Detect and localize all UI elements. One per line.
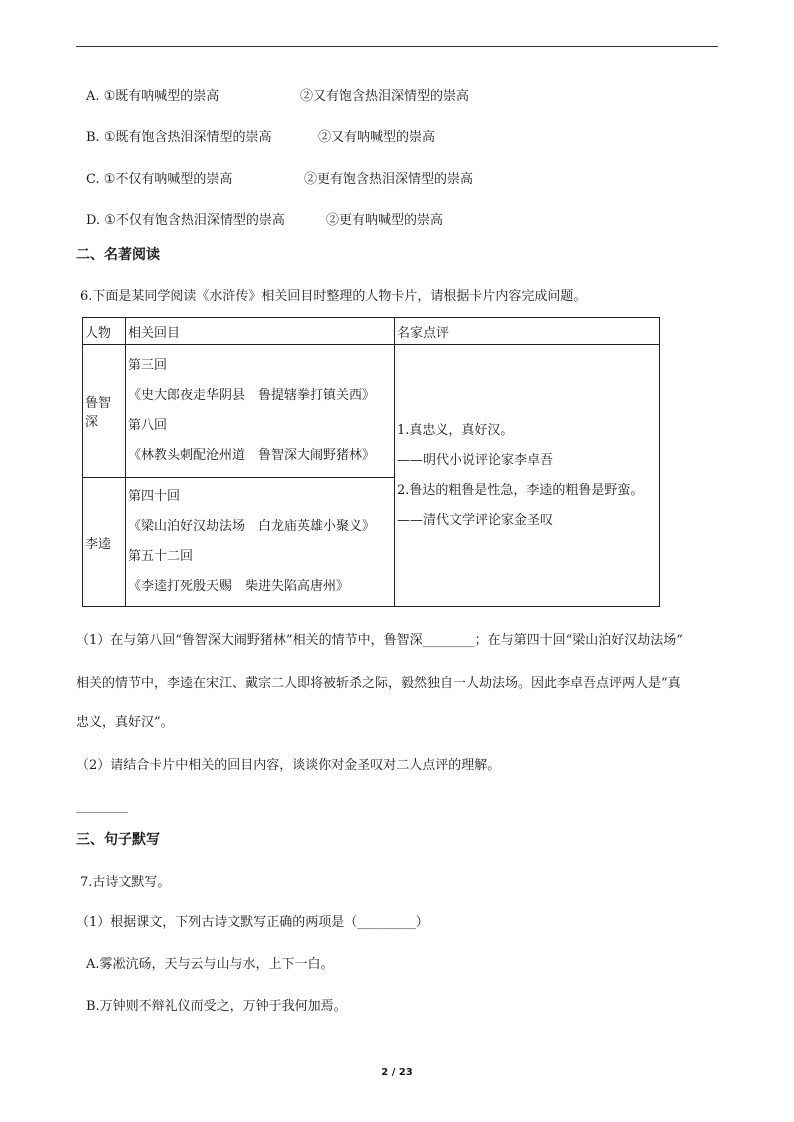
chapter-line: 《梁山泊好汉劫法场 白龙庙英雄小聚义》: [128, 519, 376, 534]
option-d: [86, 212, 444, 230]
chapter-line: 《史大郎夜走华阴县 鲁提辖拳打镇关西》: [128, 388, 376, 403]
option-d-part1: D. ①不仅有饱含热泪深情型的崇高: [86, 213, 285, 228]
character-name: 李逵: [83, 478, 126, 607]
header-review: 名家点评: [395, 318, 660, 345]
chapter-line: 《李逵打死殷天赐 柴进失陷高唐州》: [128, 579, 350, 594]
review-line: 1.真忠义，真好汉。: [397, 422, 514, 438]
section-heading-3: 三、句子默写: [76, 832, 160, 848]
review-source: ——清代文学评论家金圣叹: [397, 512, 554, 528]
expert-review: [395, 345, 660, 607]
q7-option-a: A.雾凇沆砀，天与云与山与水，上下一白。: [86, 957, 334, 972]
chapter-list: [126, 345, 395, 478]
page-number: 2 / 23: [381, 1067, 413, 1078]
option-d-part2: ②更有呐喊型的崇高: [326, 213, 444, 228]
option-b-part1: B. ①既有饱含热泪深情型的崇高: [86, 130, 272, 145]
chapter-line: 第五十二回: [128, 549, 194, 564]
header-character: 人物: [83, 318, 126, 345]
chapter-line: 《林教头刺配沧州道 鲁智深大闹野猪林》: [128, 448, 376, 463]
table-row: [83, 345, 660, 478]
review-line: 2.鲁达的粗鲁是性急，李逵的粗鲁是野蛮。: [397, 482, 644, 498]
chapter-line: 第三回: [128, 358, 168, 373]
question-6-1-line1: （1）在与第八回“鲁智深大闹野猪林”相关的情节中，鲁智深________；在与第四十回“梁山泊好汉劫法场”: [76, 633, 683, 648]
question-7-1: （1）根据课文，下列古诗文默写正确的两项是（_________）: [76, 915, 429, 930]
q7-option-b: B.万钟则不辩礼仪而受之，万钟于我何加焉。: [86, 999, 347, 1014]
chapter-line: 第八回: [128, 418, 168, 433]
character-name: 鲁智深: [83, 345, 126, 478]
option-a: [86, 88, 470, 106]
option-b: [86, 129, 436, 147]
option-b-part2: ②又有呐喊型的崇高: [318, 130, 436, 145]
header-chapters: 相关回目: [126, 318, 395, 345]
chapter-list: [126, 478, 395, 607]
table-header-row: [83, 318, 660, 345]
option-c-part2: ②更有饱含热泪深情型的崇高: [304, 172, 474, 187]
character-card-table: [82, 317, 660, 607]
question-6-intro: 6.下面是某同学阅读《水浒传》相关回目时整理的人物卡片，请根据卡片内容完成问题。: [80, 289, 587, 304]
question-7-intro: 7.古诗文默写。: [80, 875, 171, 890]
question-6-1-line2: 相关的情节中，李逵在宋江、戴宗二人即将被斩杀之际，毅然独自一人劫法场。因此李卓吾点评两人是“真: [76, 676, 681, 691]
option-c-part1: C. ①不仅有呐喊型的崇高: [86, 172, 233, 187]
header-rule: [76, 46, 718, 47]
option-a-part1: A. ①既有呐喊型的崇高: [86, 89, 220, 104]
option-a-part2: ②又有饱含热泪深情型的崇高: [300, 89, 470, 104]
review-source: ——明代小说评论家李卓吾: [397, 452, 554, 468]
question-6-1-line3: 忠义，真好汉”。: [76, 715, 174, 730]
section-heading-2: 二、名著阅读: [76, 247, 160, 263]
chapter-line: 第四十回: [128, 489, 181, 504]
answer-blank: ________: [76, 799, 128, 814]
question-6-2: （2）请结合卡片中相关的回目内容，谈谈你对金圣叹对二人点评的理解。: [76, 758, 501, 773]
option-c: [86, 171, 474, 189]
